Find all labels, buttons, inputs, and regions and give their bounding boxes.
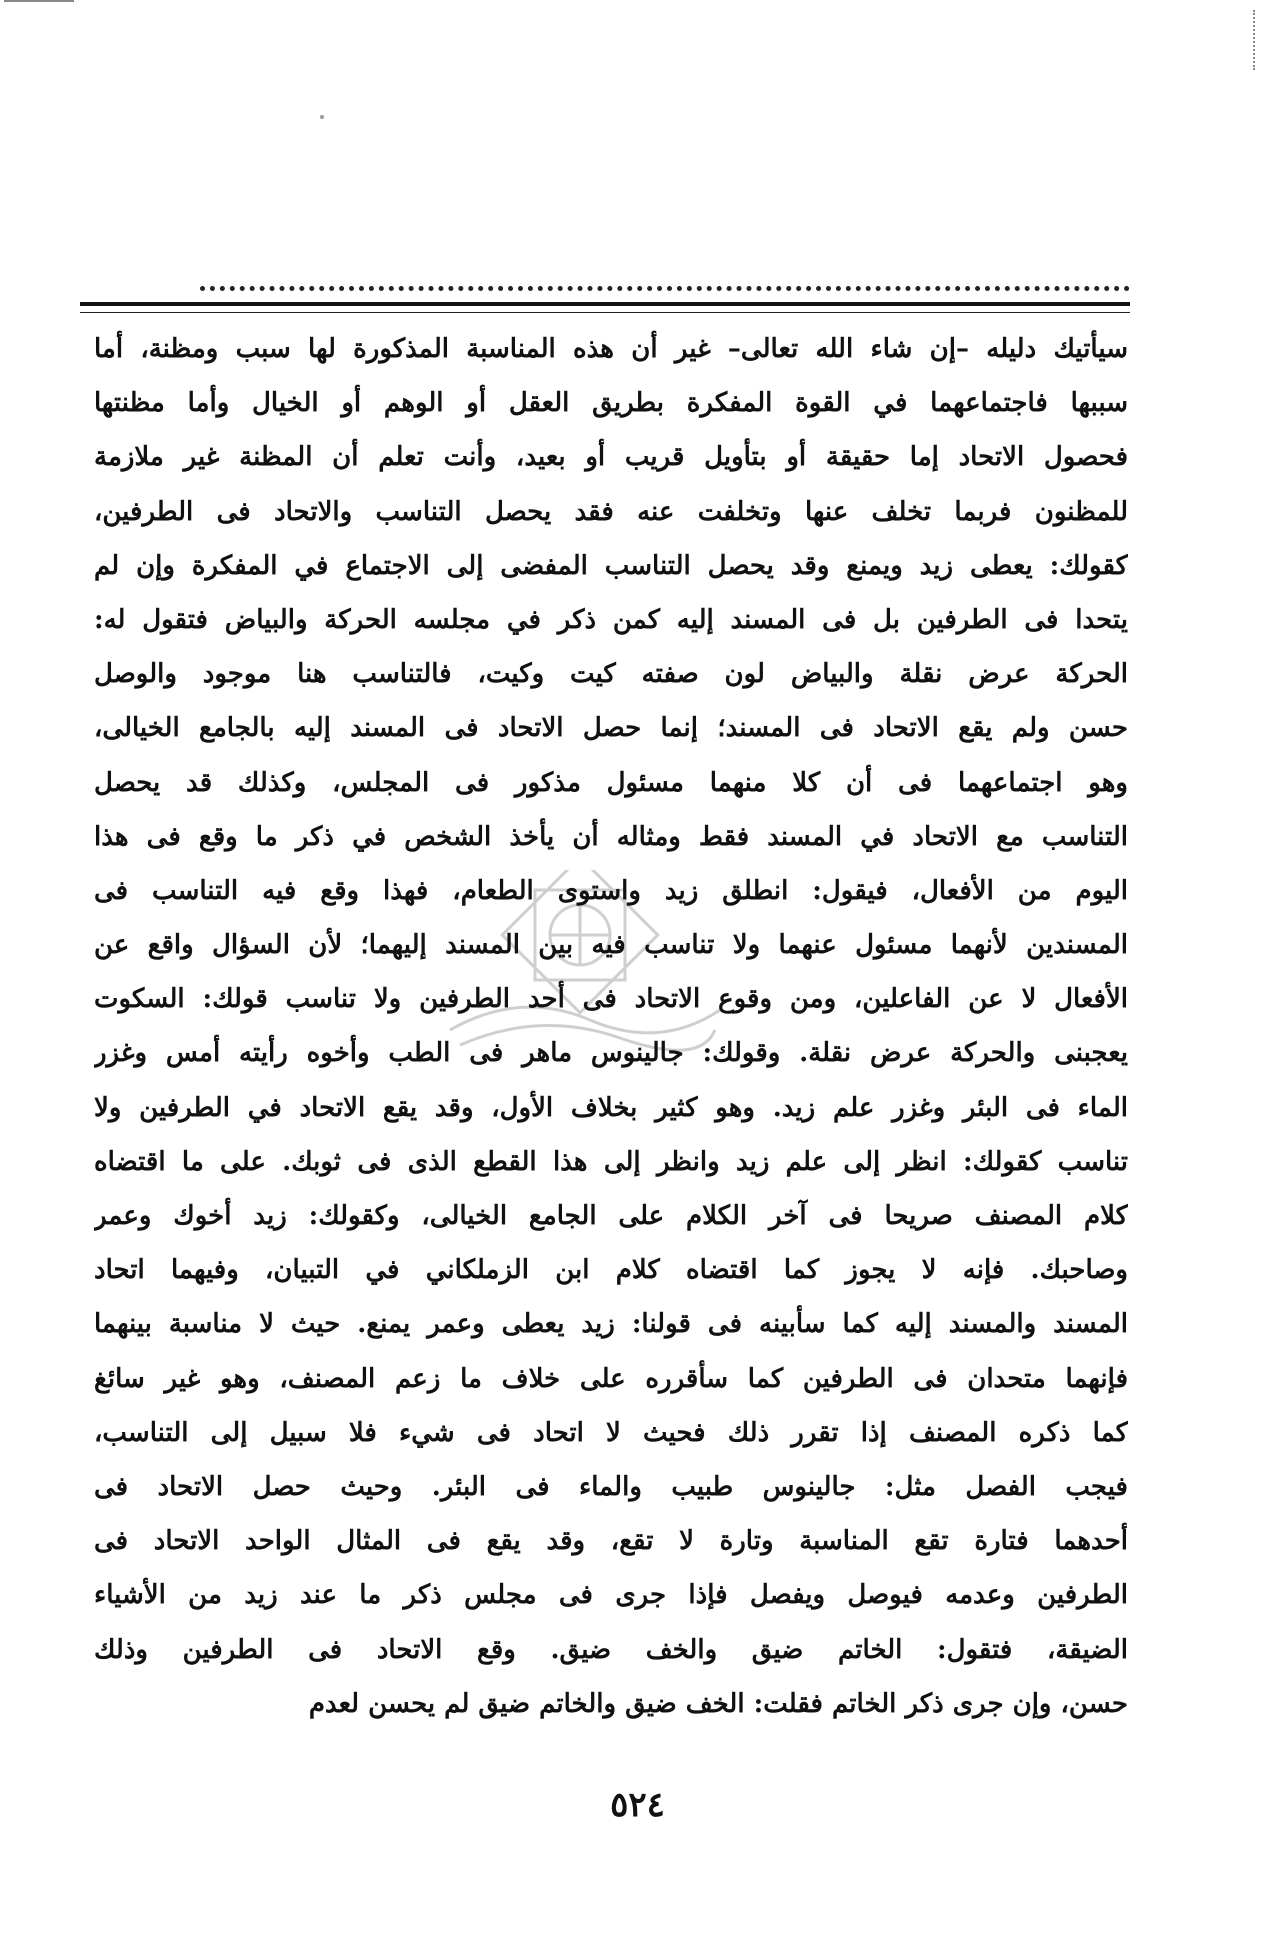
scan-speck: [320, 115, 324, 119]
text-line: الماء فى البئر وغزر علم زيد. وهو كثير بخلاف الأول، وقد يقع الاتحاد في الطرفين ولا: [94, 1092, 1128, 1123]
text-line: يتحدا فى الطرفين بل فى المسند إليه كمن ذكر في مجلسه الحركة والبياض فتقول له:: [94, 604, 1128, 635]
text-line: كلام المصنف صريحا فى آخر الكلام على الجامع الخيالى، وكقولك: زيد أخوك وعمر: [94, 1201, 1128, 1231]
text-line: كقولك: يعطى زيد ويمنع وقد يحصل التناسب المفضى إلى الاجتماع في المفكرة وإن لم: [94, 550, 1128, 581]
text-line: الضيقة، فتقول: الخاتم ضيق والخف ضيق. وقع الاتحاد فى الطرفين وذلك: [94, 1634, 1128, 1665]
text-line: اليوم من الأفعال، فيقول: انطلق زيد واستوى الطعام، فهذا وقع فيه التناسب فى: [94, 875, 1128, 906]
text-line: وهو اجتماعهما فى أن كلا منهما مسئول مذكور فى المجلس، وكذلك قد يحصل: [94, 767, 1128, 798]
text-line: التناسب مع الاتحاد في المسند فقط ومثاله أن يأخذ الشخص في ذكر ما وقع فى هذا: [94, 821, 1128, 852]
text-line: يعجبنى والحركة عرض نقلة. وقولك: جالينوس ماهر فى الطب وأخوه رأيته أمس وغزر: [94, 1038, 1128, 1069]
text-line: فيجب الفصل مثل: جالينوس طبيب والماء فى البئر. وحيث حصل الاتحاد فى: [94, 1471, 1128, 1502]
text-line: فحصول الاتحاد إما حقيقة أو بتأويل قريب أو بعيد، وأنت تعلم أن المظنة غير ملازمة: [94, 442, 1128, 473]
text-line: وصاحبك. فإنه لا يجوز كما اقتضاه كلام ابن الزملكاني في التبيان، وفيهما اتحاد: [94, 1255, 1128, 1286]
text-line: الحركة عرض نقلة والبياض لون صفته كيت وكيت، فالتناسب هنا موجود والوصل: [94, 659, 1128, 690]
page-number: ٥٢٤: [610, 1785, 665, 1825]
header-thick-rule: [80, 302, 1130, 306]
text-line: كما ذكره المصنف إذا تقرر ذلك فحيث لا اتحاد فى شيء فلا سبيل إلى التناسب،: [94, 1417, 1128, 1448]
text-line: الطرفين وعدمه فيوصل ويفصل فإذا جرى فى مجلس ذكر ما عند زيد من الأشياء: [94, 1580, 1128, 1611]
header-thin-rule: [80, 312, 1130, 313]
text-line: المسندين لأنهما مسئول عنهما ولا تناسب فيه بين المسند إليهما؛ لأن السؤال واقع عن: [94, 930, 1128, 961]
text-line: حسن، وإن جرى ذكر الخاتم فقلت: الخف ضيق والخاتم ضيق لم يحسن لعدم: [308, 1688, 1128, 1719]
text-line: أحدهما فتارة تقع المناسبة وتارة لا تقع، وقد يقع فى المثال الواحد الاتحاد فى: [94, 1526, 1128, 1557]
text-line: الأفعال لا عن الفاعلين، ومن وقوع الاتحاد فى أحد الطرفين ولا تناسب قولك: السكوت: [94, 984, 1128, 1015]
body-text: [94, 322, 1128, 1731]
text-line: حسن ولم يقع الاتحاد فى المسند؛ إنما حصل الاتحاد فى المسند إليه بالجامع الخيالى،: [94, 713, 1128, 744]
text-line: سيأتيك دليله –إن شاء الله تعالى– غير أن هذه المناسبة المذكورة لها سبب ومظنة، أما: [94, 334, 1128, 364]
text-line: للمظنون فربما تخلف عنها وتخلفت عنه فقد يحصل التناسب والاتحاد فى الطرفين،: [94, 496, 1128, 527]
text-line: تناسب كقولك: انظر إلى علم زيد وانظر إلى هذا القطع الذى فى ثوبك. على ما اقتضاه: [94, 1146, 1128, 1177]
header-dotted-rule: [200, 286, 1130, 291]
text-line: سببها فاجتماعهما في القوة المفكرة بطريق العقل أو الوهم أو الخيال وأما مظنتها: [94, 388, 1128, 419]
scan-edge-mark: [4, 0, 74, 8]
text-line: المسند والمسند إليه كما سأبينه فى قولنا: زيد يعطى وعمر يمنع. حيث لا مناسبة بينهما: [94, 1309, 1128, 1340]
text-line: فإنهما متحدان فى الطرفين كما سأقرره على خلاف ما زعم المصنف، وهو غير سائغ: [94, 1363, 1128, 1394]
scan-corner-dots: [1253, 10, 1263, 70]
